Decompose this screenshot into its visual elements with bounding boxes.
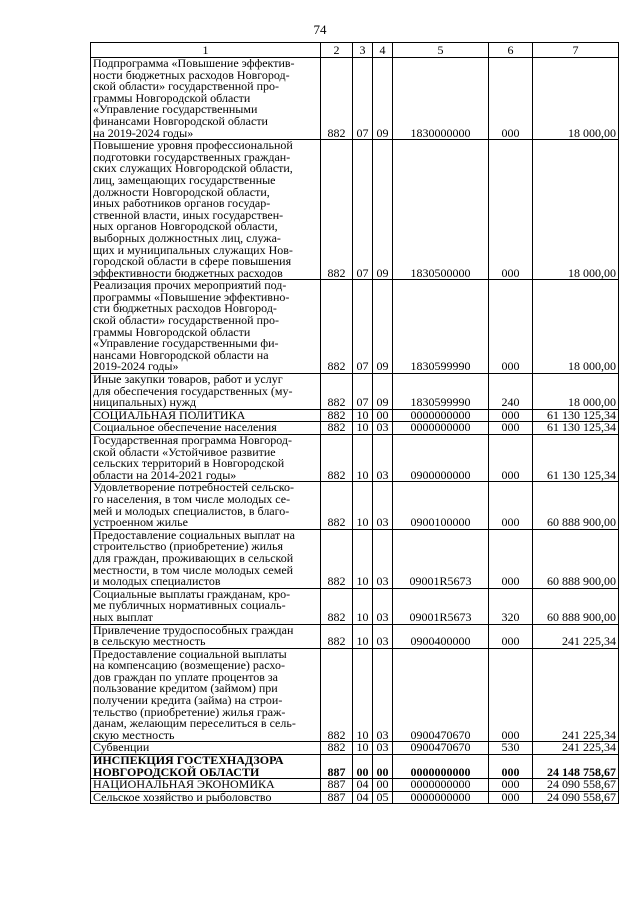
row-name — [91, 140, 321, 280]
cell-target-article-code: 09001R5673 — [393, 588, 489, 624]
cell-administrator-code: 882 — [321, 58, 353, 140]
cell-section-code: 04 — [353, 779, 373, 792]
row-name — [91, 58, 321, 140]
cell-target-article-code: 1830000000 — [393, 58, 489, 140]
row-name-line: Предоставление социальной выплаты — [93, 646, 287, 661]
row-name-line: сельских территорий в Новгородской — [93, 456, 285, 471]
cell-amount: 241 225,34 — [533, 624, 619, 648]
cell-amount: 18 000,00 — [533, 374, 619, 410]
row-name-line: Предоставление социальных выплат на — [93, 527, 295, 542]
cell-expense-type-code: 000 — [489, 624, 533, 648]
cell-section-code: 07 — [353, 280, 373, 374]
cell-expense-type-code: 000 — [489, 755, 533, 779]
cell-target-article-code: 0900400000 — [393, 624, 489, 648]
cell-administrator-code: 882 — [321, 648, 353, 742]
row-name-line: Социальные выплаты гражданам, кро- — [93, 586, 291, 601]
row-name-line: Привлечение трудоспособных граждан — [93, 622, 294, 637]
row-name-line: подготовки государственных граждан- — [93, 149, 291, 164]
cell-section-code: 10 — [353, 742, 373, 755]
cell-section-code: 10 — [353, 588, 373, 624]
cell-target-article-code: 09001R5673 — [393, 529, 489, 588]
cell-subsection-code: 03 — [373, 435, 393, 482]
cell-target-article-code: 0000000000 — [393, 755, 489, 779]
cell-administrator-code: 882 — [321, 742, 353, 755]
cell-target-article-code: 0000000000 — [393, 791, 489, 804]
row-name-line: ских служащих Новгородской области, — [93, 161, 293, 176]
cell-administrator-code: 882 — [321, 374, 353, 410]
cell-administrator-code: 882 — [321, 409, 353, 422]
row-name-line: в сельскую местность — [93, 634, 206, 649]
cell-target-article-code: 1830500000 — [393, 140, 489, 280]
row-name-line: получении кредита (займа) на строи- — [93, 693, 283, 708]
row-name-line: для граждан, проживающих в сельской — [93, 550, 294, 565]
cell-target-article-code: 0000000000 — [393, 409, 489, 422]
cell-section-code: 00 — [353, 755, 373, 779]
row-name-line: граммы Новгородской области — [93, 90, 251, 105]
row-name-line: дов граждан по уплате процентов за — [93, 669, 278, 684]
row-name — [91, 648, 321, 742]
cell-subsection-code: 09 — [373, 140, 393, 280]
cell-expense-type-code: 000 — [489, 58, 533, 140]
cell-target-article-code: 0900100000 — [393, 482, 489, 529]
row-name-line: иных работников органов государ- — [93, 196, 271, 211]
row-name-line: Удовлетворение потребностей сельско- — [93, 480, 294, 495]
cell-subsection-code: 03 — [373, 742, 393, 755]
cell-section-code: 10 — [353, 435, 373, 482]
row-name-line: Подпрограмма «Повышение эффектив- — [93, 56, 295, 70]
table-row — [91, 624, 619, 648]
row-name-line: лиц, замещающих государственные — [93, 172, 276, 187]
cell-amount: 24 090 558,67 — [533, 791, 619, 804]
cell-section-code: 10 — [353, 624, 373, 648]
cell-section-code: 10 — [353, 482, 373, 529]
row-name — [91, 791, 321, 804]
cell-administrator-code: 882 — [321, 140, 353, 280]
row-name-line: устроенном жилье — [93, 515, 188, 530]
row-name-line: на 2019-2024 годы» — [93, 125, 194, 140]
cell-amount: 61 130 125,34 — [533, 422, 619, 435]
cell-amount: 241 225,34 — [533, 742, 619, 755]
cell-target-article-code: 1830599990 — [393, 280, 489, 374]
row-name-line: нансами Новгородской области на — [93, 347, 269, 362]
row-name-line: ности бюджетных расходов Новгород- — [93, 67, 290, 82]
cell-section-code: 10 — [353, 422, 373, 435]
row-name-line: го населения, в том числе молодых се- — [93, 491, 291, 506]
cell-section-code: 10 — [353, 529, 373, 588]
table-row — [91, 140, 619, 280]
row-name — [91, 755, 321, 779]
row-name-line: ниципальных) нужд — [93, 395, 197, 410]
cell-expense-type-code: 000 — [489, 280, 533, 374]
cell-subsection-code: 09 — [373, 58, 393, 140]
cell-section-code: 04 — [353, 791, 373, 804]
cell-administrator-code: 887 — [321, 791, 353, 804]
table-row — [91, 648, 619, 742]
cell-subsection-code: 03 — [373, 648, 393, 742]
row-name-line: скую местность — [93, 727, 175, 742]
column-number-5: 5 — [393, 43, 489, 58]
cell-section-code: 07 — [353, 140, 373, 280]
row-name-line: строительство (приобретение) жилья — [93, 539, 284, 554]
table-row — [91, 374, 619, 410]
budget-table — [90, 42, 619, 804]
row-name-line: ме публичных нормативных социаль- — [93, 598, 286, 613]
row-name-line: Социальное обеспечение населения — [93, 420, 277, 435]
cell-amount: 241 225,34 — [533, 648, 619, 742]
cell-amount: 24 148 758,67 — [533, 755, 619, 779]
cell-target-article-code: 0900470670 — [393, 742, 489, 755]
row-name-line: на компенсацию (возмещение) расхо- — [93, 658, 285, 673]
table-row — [91, 755, 619, 779]
cell-section-code: 10 — [353, 648, 373, 742]
row-name-line: мей и молодых специалистов, в благо- — [93, 503, 290, 518]
row-name-line: данам, желающим переселиться в сель- — [93, 716, 296, 731]
cell-administrator-code: 882 — [321, 588, 353, 624]
row-name-line: Сельское хозяйство и рыболовство — [93, 789, 272, 804]
row-name — [91, 624, 321, 648]
row-name-line: ных органов Новгородской области, — [93, 219, 278, 234]
cell-expense-type-code: 320 — [489, 588, 533, 624]
cell-amount: 18 000,00 — [533, 280, 619, 374]
table-row — [91, 435, 619, 482]
row-name-line: Реализация прочих мероприятий под- — [93, 278, 287, 293]
cell-administrator-code: 882 — [321, 529, 353, 588]
cell-administrator-code: 887 — [321, 755, 353, 779]
row-name-line: «Управление государственными фи- — [93, 336, 279, 351]
cell-subsection-code: 03 — [373, 624, 393, 648]
row-name-line: для обеспечения государственных (му- — [93, 383, 293, 398]
cell-expense-type-code: 000 — [489, 482, 533, 529]
table-row — [91, 482, 619, 529]
cell-subsection-code: 00 — [373, 755, 393, 779]
column-number-3: 3 — [353, 43, 373, 58]
cell-amount: 18 000,00 — [533, 140, 619, 280]
cell-expense-type-code: 000 — [489, 409, 533, 422]
page-number: 74 — [313, 22, 327, 37]
cell-expense-type-code: 000 — [489, 422, 533, 435]
row-name-line: эффективности бюджетных расходов — [93, 265, 283, 280]
cell-amount: 60 888 900,00 — [533, 482, 619, 529]
row-name — [91, 529, 321, 588]
row-name-line: программы «Повышение эффективно- — [93, 289, 290, 304]
row-name-line: Государственная программа Новгород- — [93, 433, 293, 447]
row-name-line: ской области» государственной про- — [93, 79, 280, 94]
column-number-1: 1 — [91, 43, 321, 58]
row-name-line: финансами Новгородской области — [93, 113, 268, 128]
cell-section-code: 10 — [353, 409, 373, 422]
cell-expense-type-code: 000 — [489, 529, 533, 588]
row-name-line: граммы Новгородской области — [93, 324, 251, 339]
row-name-line: ской области» государственной про- — [93, 313, 280, 328]
row-name-line: щих и муниципальных служащих Нов- — [93, 242, 293, 257]
row-name-line: СОЦИАЛЬНАЯ ПОЛИТИКА — [93, 407, 246, 422]
cell-expense-type-code: 000 — [489, 791, 533, 804]
row-name — [91, 482, 321, 529]
cell-target-article-code: 0900470670 — [393, 648, 489, 742]
cell-amount: 18 000,00 — [533, 58, 619, 140]
table-row — [91, 280, 619, 374]
row-name-line: ственной власти, иных государствен- — [93, 207, 284, 222]
row-name-line: области на 2014-2021 годы» — [93, 467, 237, 482]
cell-expense-type-code: 000 — [489, 779, 533, 792]
row-name — [91, 435, 321, 482]
table-row — [91, 791, 619, 804]
row-name — [91, 588, 321, 624]
cell-target-article-code: 0900000000 — [393, 435, 489, 482]
table-row — [91, 529, 619, 588]
cell-administrator-code: 882 — [321, 422, 353, 435]
row-name-line: сти бюджетных расходов Новгород- — [93, 301, 277, 316]
cell-amount: 24 090 558,67 — [533, 779, 619, 792]
row-name-line: городской области в сфере повышения — [93, 254, 292, 269]
cell-subsection-code: 03 — [373, 588, 393, 624]
cell-subsection-code: 00 — [373, 779, 393, 792]
cell-subsection-code: 03 — [373, 422, 393, 435]
cell-subsection-code: 00 — [373, 409, 393, 422]
cell-section-code: 07 — [353, 374, 373, 410]
row-name-line: ИНСПЕКЦИЯ ГОСТЕХНАДЗОРА — [93, 753, 284, 768]
row-name-line: 2019-2024 годы» — [93, 359, 179, 374]
cell-target-article-code: 1830599990 — [393, 374, 489, 410]
cell-administrator-code: 882 — [321, 435, 353, 482]
cell-subsection-code: 03 — [373, 482, 393, 529]
row-name-line: тельство (приобретение) жилья граж- — [93, 704, 286, 719]
cell-administrator-code: 887 — [321, 779, 353, 792]
row-name-line: Повышение уровня профессиональной — [93, 138, 293, 153]
row-name-line: НОВГОРОДСКОЙ ОБЛАСТИ — [93, 764, 260, 779]
cell-amount: 60 888 900,00 — [533, 529, 619, 588]
row-name-line: и молодых специалистов — [93, 574, 221, 589]
row-name-line: ных выплат — [93, 609, 153, 624]
cell-amount: 61 130 125,34 — [533, 435, 619, 482]
column-number-7: 7 — [533, 43, 619, 58]
row-name-line: местности, в том числе молодых семей — [93, 562, 294, 577]
cell-subsection-code: 09 — [373, 280, 393, 374]
table-row — [91, 588, 619, 624]
row-name — [91, 374, 321, 410]
cell-target-article-code: 0000000000 — [393, 779, 489, 792]
row-name-line: пользование кредитом (займом) при — [93, 681, 278, 696]
row-name-line: «Управление государственными — [93, 102, 258, 117]
cell-amount: 61 130 125,34 — [533, 409, 619, 422]
cell-administrator-code: 882 — [321, 482, 353, 529]
cell-expense-type-code: 000 — [489, 648, 533, 742]
table-row — [91, 58, 619, 140]
row-name — [91, 280, 321, 374]
cell-subsection-code: 05 — [373, 791, 393, 804]
cell-administrator-code: 882 — [321, 624, 353, 648]
row-name-line: Иные закупки товаров, работ и услуг — [93, 372, 283, 387]
row-name-line: ской области «Устойчивое развитие — [93, 444, 276, 459]
cell-expense-type-code: 000 — [489, 140, 533, 280]
column-number-6: 6 — [489, 43, 533, 58]
column-number-4: 4 — [373, 43, 393, 58]
row-name-line: Субвенции — [93, 740, 150, 755]
row-name-line: выборных должностных лиц, служа- — [93, 230, 281, 245]
cell-expense-type-code: 530 — [489, 742, 533, 755]
cell-target-article-code: 0000000000 — [393, 422, 489, 435]
column-number-2: 2 — [321, 43, 353, 58]
row-name-line: должности Новгородской области, — [93, 184, 270, 199]
cell-amount: 60 888 900,00 — [533, 588, 619, 624]
cell-subsection-code: 09 — [373, 374, 393, 410]
cell-administrator-code: 882 — [321, 280, 353, 374]
row-name-line: НАЦИОНАЛЬНАЯ ЭКОНОМИКА — [93, 777, 275, 792]
cell-expense-type-code: 000 — [489, 435, 533, 482]
cell-subsection-code: 03 — [373, 529, 393, 588]
cell-expense-type-code: 240 — [489, 374, 533, 410]
cell-section-code: 07 — [353, 58, 373, 140]
